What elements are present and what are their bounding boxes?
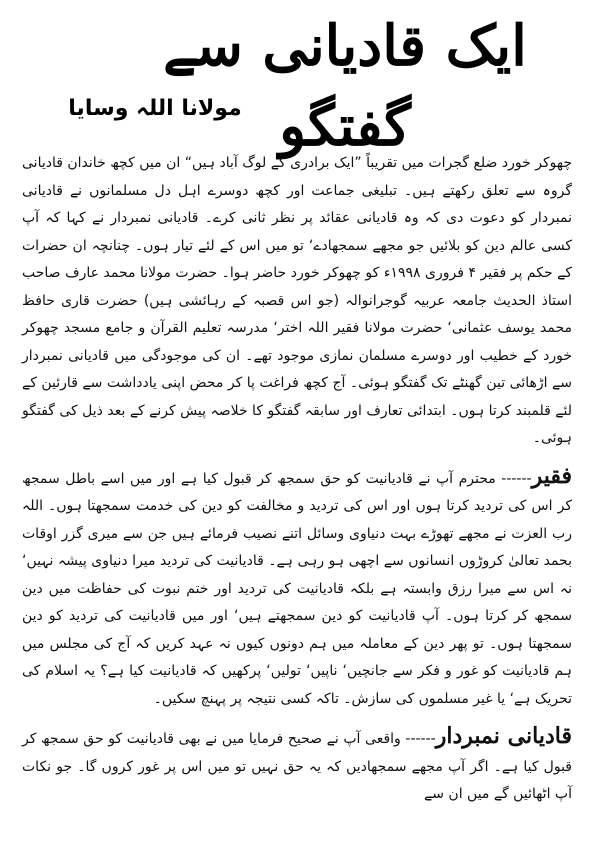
article-title: ایک قادیانی سے گفتگو	[163, 13, 527, 159]
paragraph-text: چھوکر خورد ضلع گجرات میں تقریباً ”ایک برادری کے لوگ آباد ہیں“ ان میں کچھ خاندان قادیانی گروہ سے تعلق رکھتے ہیں۔ تبلیغی جماعت اور کچھ دوسرے اہل دل مسلمانوں نے قادیانی نمبردار کو دعوت دی کہ وہ قادیانی عقائد پر نظر ثانی کرے۔ قادیانی نمبردار نے کہا کہ آپ کسی عالم دین کو بلائیں جو مجھے سمجھادے‘ تو میں اس کے لئے تیار ہوں۔ چنانچہ ان حضرات کے حکم پر فقیر ۴ فروری ۱۹۹۸ء کو چھوکر خورد حاضر ہوا۔ حضرت مولانا محمد عارف صاحب استاذ الحدیث جامعہ عربیہ گوجرانوالہ (جو اس قصبہ کے رہائشی ہیں) حضرت قاری حافظ محمد یوسف عثمانی‘ حضرت مولانا فقیر اللہ اختر‘ مدرسہ تعلیم القرآن و جامع مسجد چھوکر خورد کے خطیب اور دوسرے مسلمان نمازی موجود تھے۔ ان کی موجودگی میں قادیانی نمبردار سے اڑھائی تین گھنٹے تک گفتگو ہوئی۔ آج کچھ فراغت پا کر محض اپنی یادداشت سے قارئین کے لئے قلمبند کرتا ہوں۔ ابتدائی تعارف اور سابقہ گفتگو کا خلاصہ پیش کرنے کے بعد ذیل کی گفتگو ہوئی۔	[22, 155, 573, 446]
speaker-dashes: ------	[501, 470, 532, 487]
page-bottom-edge	[0, 849, 590, 863]
paragraph-text: محترم آپ نے قادیانیت کو حق سمجھ کر قبول کیا ہے اور میں اسے باطل سمجھ کر اس کی تردید کرتا ہوں اور اس کی تردید و مخالفت کو دین کی خدمت سمجھتا ہوں۔ اللہ رب العزت نے مجھے تھوڑے بہت دنیاوی وسائل اتنے نصیب فرمائے ہیں جن سے میری گزر اوقات بحمد تعالیٰ کروڑوں انسانوں سے اچھی ہو رہی ہے۔ قادیانیت کی تردید میرا دنیاوی پیشہ نہیں‘ نہ اس سے میرا رزق وابستہ ہے بلکہ قادیانیت کی تردید اور ختم نبوت کی حفاظت میں دین سمجھ کر کرتا ہوں۔ آپ قادیانیت کو دین سمجھتے ہیں‘ اور میں قادیانیت کی تردید کو دین سمجھتا ہوں۔ تو پھر دین کے معاملہ میں ہم دونوں کیوں نہ عہد کریں کہ آج کی مجلس میں ہم قادیانیت کو غور و فکر سے جانچیں‘ ناپیں‘ تولیں‘ پرکھیں کہ قادیانیت کیا ہے؟ یہ اسلام کی تحریک ہے‘ یا غیر مسلموں کی سازش۔ تاکہ کسی نتیجہ پر پہنچ سکیں۔	[22, 470, 572, 707]
paragraph-text: واقعی آپ نے صحیح فرمایا میں نے بھی قادیانیت کو حق سمجھ کر قبول کیا ہے۔ اگر آپ مجھے سمجھادیں کہ یہ حق نہیں تو میں اس پر غور کروں گا۔ جو نکات آپ اٹھائیں گے میں ان سے	[22, 731, 572, 802]
article-body	[22, 150, 572, 809]
dialogue-paragraph-numberdar	[22, 723, 572, 809]
speaker-label: قادیانی نمبردار	[435, 723, 572, 749]
intro-paragraph	[22, 150, 572, 453]
speaker-label: فقیر	[531, 462, 573, 489]
article-author: مولانا اللہ وسایا	[68, 96, 242, 121]
dialogue-paragraph-faqir	[22, 463, 572, 714]
speaker-dashes: ------	[405, 731, 436, 747]
